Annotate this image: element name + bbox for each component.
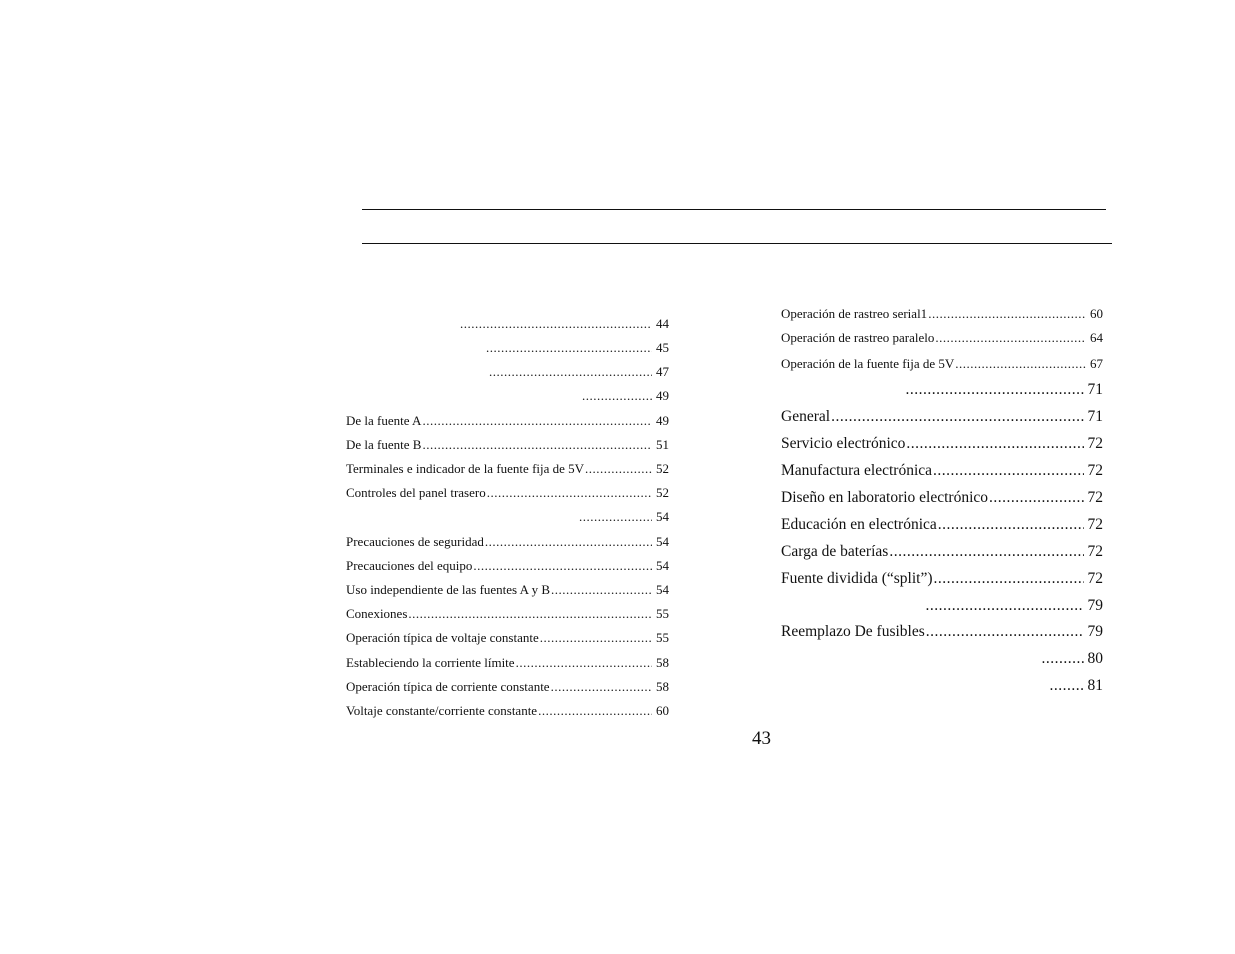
toc-entry[interactable] <box>781 435 1103 454</box>
toc-entry-page: 49 <box>656 413 669 428</box>
toc-entry-label: Carga de baterías <box>781 543 889 560</box>
toc-entry-page: 55 <box>656 630 669 645</box>
toc-entry-page: 58 <box>656 679 669 694</box>
toc-entry-page: 47 <box>656 364 669 379</box>
toc-entry-page: 72 <box>1087 462 1103 479</box>
toc-entry-page: 54 <box>656 509 669 524</box>
toc-entry[interactable] <box>346 703 669 719</box>
toc-entry-label: Manufactura electrónica <box>781 462 933 479</box>
toc-entry-label: General <box>781 408 831 425</box>
toc-entry-label: Servicio electrónico <box>781 435 906 452</box>
toc-entry-page: 60 <box>1090 306 1103 321</box>
toc-entry[interactable] <box>781 306 1103 322</box>
toc-leader <box>422 413 652 429</box>
toc-entry-label: Operación de rastreo paralelo <box>781 330 935 345</box>
toc-leader <box>926 623 1084 641</box>
toc-entry-page: 52 <box>656 485 669 500</box>
toc-entry[interactable] <box>781 516 1103 535</box>
toc-entry-label: Fuente dividida (“split”) <box>781 570 933 587</box>
toc-entry-page: 67 <box>1090 356 1103 371</box>
toc-entry-page: 72 <box>1087 516 1103 533</box>
toc-entry[interactable] <box>346 679 669 695</box>
toc-entry-page: 79 <box>1087 623 1103 640</box>
toc-leader <box>486 340 652 356</box>
toc-entry-page: 80 <box>1087 650 1103 667</box>
toc-leader <box>489 364 652 380</box>
toc-entry-page: 58 <box>656 655 669 670</box>
toc-leader <box>551 582 652 598</box>
toc-entry-page: 49 <box>656 388 669 403</box>
header-rule-top <box>362 209 1106 210</box>
toc-entry[interactable] <box>346 485 669 501</box>
toc-entry-label: Operación de la fuente fija de 5V <box>781 356 955 371</box>
toc-leader <box>487 485 652 501</box>
toc-entry-page: 51 <box>656 437 669 452</box>
toc-entry-page: 71 <box>1087 408 1103 425</box>
toc-leader <box>460 316 652 332</box>
toc-leader <box>935 330 1086 346</box>
toc-entry-label: Diseño en laboratorio electrónico <box>781 489 989 506</box>
toc-leader <box>538 703 652 719</box>
toc-entry-label: Educación en electrónica <box>781 516 937 533</box>
toc-leader <box>582 388 652 404</box>
header-rule-bottom <box>362 243 1112 244</box>
toc-entry[interactable] <box>346 655 669 671</box>
toc-leader <box>926 597 1084 615</box>
toc-entry-page: 54 <box>656 534 669 549</box>
toc-entry[interactable] <box>781 489 1103 508</box>
toc-entry[interactable] <box>781 623 1103 642</box>
toc-entry[interactable] <box>346 630 669 646</box>
toc-entry[interactable] <box>781 381 1103 400</box>
toc-entry-label: Operación típica de corriente constante <box>346 679 550 694</box>
toc-entry[interactable] <box>346 509 669 525</box>
toc-entry-page: 79 <box>1087 597 1103 614</box>
toc-entry[interactable] <box>346 316 669 332</box>
toc-leader <box>989 489 1083 507</box>
toc-entry[interactable] <box>781 462 1103 481</box>
toc-entry-label: De la fuente A <box>346 413 422 428</box>
toc-entry-page: 55 <box>656 606 669 621</box>
toc-entry-label: Precauciones de seguridad <box>346 534 484 549</box>
toc-leader <box>1042 650 1084 668</box>
toc-entry-label: Reemplazo De fusibles <box>781 623 925 640</box>
toc-entry-page: 54 <box>656 558 669 573</box>
toc-entry[interactable] <box>346 413 669 429</box>
toc-entry[interactable] <box>346 606 669 622</box>
toc-leader <box>831 408 1083 426</box>
toc-entry[interactable] <box>781 570 1103 589</box>
toc-entry-page: 64 <box>1090 330 1103 345</box>
toc-leader <box>955 356 1086 372</box>
toc-entry-page: 72 <box>1087 435 1103 452</box>
toc-entry[interactable] <box>781 330 1103 346</box>
page-number: 43 <box>752 728 771 749</box>
toc-entry-page: 72 <box>1087 570 1103 587</box>
toc-entry[interactable] <box>781 597 1103 616</box>
toc-entry-label: Conexiones <box>346 606 408 621</box>
toc-leader <box>551 679 652 695</box>
toc-entry[interactable] <box>346 437 669 453</box>
toc-entry[interactable] <box>346 558 669 574</box>
toc-entry-label: Estableciendo la corriente límite <box>346 655 515 670</box>
toc-entry-label: Voltaje constante/corriente constante <box>346 703 538 718</box>
toc-leader <box>473 558 652 574</box>
toc-entry-page: 72 <box>1087 543 1103 560</box>
toc-entry-label: Terminales e indicador de la fuente fija de 5V <box>346 461 585 476</box>
toc-entry-label: Controles del panel trasero <box>346 485 486 500</box>
toc-leader <box>585 461 652 477</box>
toc-leader <box>579 509 652 525</box>
toc-leader <box>540 630 652 646</box>
toc-entry[interactable] <box>346 461 669 477</box>
toc-entry[interactable] <box>346 364 669 380</box>
toc-leader <box>422 437 652 453</box>
toc-entry-page: 45 <box>656 340 669 355</box>
toc-leader <box>928 306 1086 322</box>
toc-entry[interactable] <box>346 340 669 356</box>
toc-entry[interactable] <box>346 534 669 550</box>
toc-leader <box>889 543 1083 561</box>
toc-entry[interactable] <box>346 582 669 598</box>
toc-leader <box>906 381 1084 399</box>
toc-entry-label: Operación típica de voltaje constante <box>346 630 539 645</box>
toc-entry-page: 44 <box>656 316 669 331</box>
toc-entry-page: 81 <box>1087 677 1103 694</box>
toc-entry-label: Uso independiente de las fuentes A y B <box>346 582 550 597</box>
toc-leader <box>408 606 652 622</box>
toc-entry-page: 60 <box>656 703 669 718</box>
toc-entry[interactable] <box>781 650 1103 669</box>
toc-leader <box>485 534 652 550</box>
toc-entry-label: Operación de rastreo serial1 <box>781 306 928 321</box>
toc-entry-page: 52 <box>656 461 669 476</box>
toc-leader <box>1050 677 1084 695</box>
toc-entry[interactable] <box>781 408 1103 427</box>
toc-entry-label: Precauciones del equipo <box>346 558 473 573</box>
toc-leader <box>934 570 1084 588</box>
toc-entry[interactable] <box>346 388 669 404</box>
toc-entry-page: 71 <box>1087 381 1103 398</box>
toc-leader <box>933 462 1083 480</box>
toc-entry-label: De la fuente B <box>346 437 422 452</box>
toc-entry[interactable] <box>781 677 1103 696</box>
toc-entry[interactable] <box>781 356 1103 372</box>
toc-entry-page: 72 <box>1087 489 1103 506</box>
toc-leader <box>906 435 1083 453</box>
toc-leader <box>516 655 652 671</box>
toc-leader <box>938 516 1084 534</box>
toc-entry[interactable] <box>781 543 1103 562</box>
toc-entry-page: 54 <box>656 582 669 597</box>
